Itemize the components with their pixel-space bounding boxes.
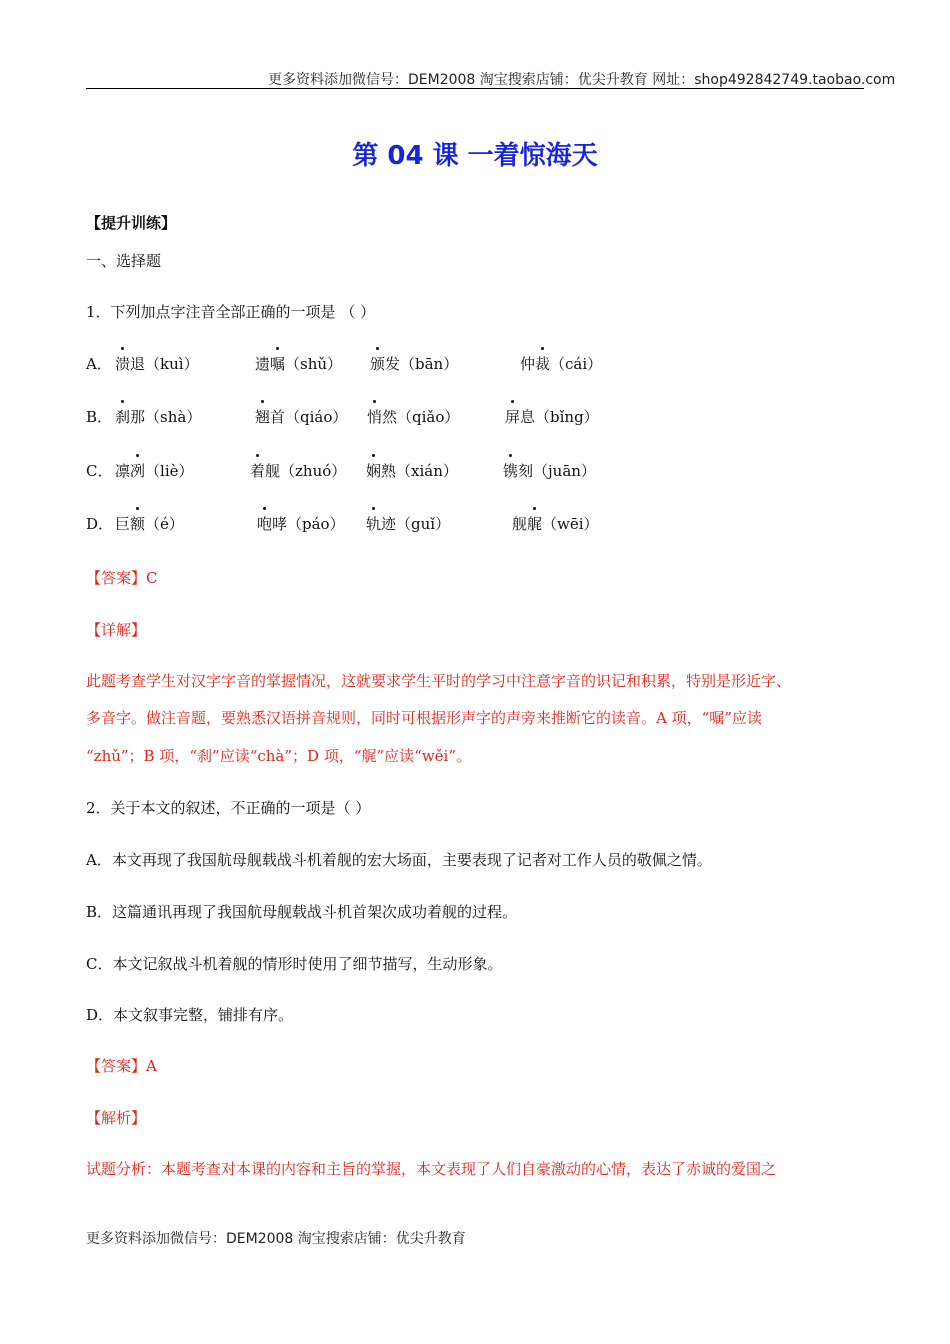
option-item (370, 353, 458, 374)
section-tag: 【提升训练】 (86, 214, 177, 232)
option-item (255, 353, 342, 374)
page-footer: 更多资料添加微信号：DEM2008 淘宝搜索店铺：优尖升教育 (86, 1231, 466, 1247)
pinyin: 然（qiǎo） (382, 408, 460, 426)
option-item (115, 460, 194, 481)
option-label: B． (86, 408, 113, 426)
option-label: D． (86, 515, 114, 533)
q2-option-d: D．本文叙事完整，铺排有序。 (86, 1006, 294, 1024)
plain-char: 凛 (115, 462, 131, 480)
dotted-char: 艉 (527, 515, 543, 533)
pinyin: 熟（xián） (381, 462, 458, 480)
option-item (115, 353, 199, 374)
part-heading: 一、选择题 (86, 252, 162, 270)
q1-explain-line-1: 此题考查学生对汉字字音的掌握情况，这就要求学生平时的学习中注意字音的识记和积累，特别是形近字、 (86, 672, 792, 690)
q2-stem: 2．关于本文的叙述，不正确的一项是（ ） (86, 799, 371, 817)
dotted-char: 轨 (366, 515, 382, 533)
option-item (366, 460, 458, 481)
q2-option-a: A．本文再现了我国航母舰载战斗机着舰的宏大场面，主要表现了记者对工作人员的敬佩之情。 (86, 851, 712, 869)
dotted-char: 嘱 (270, 355, 286, 373)
option-item (503, 460, 596, 481)
option-item (115, 406, 201, 427)
option-item (367, 406, 459, 427)
option-item (366, 513, 450, 534)
dotted-char: 刹 (115, 408, 131, 426)
dotted-char: 屏 (505, 408, 521, 426)
dotted-char: 咆 (257, 515, 273, 533)
pinyin: 哮（páo） (272, 515, 345, 533)
q2-explain-line-1: 试题分析：本题考查对本课的内容和主旨的掌握，本文表现了人们自豪激动的心情，表达了赤诚的爱国之 (86, 1160, 777, 1178)
dotted-char: 溃 (115, 355, 131, 373)
pinyin: 刻（juān） (518, 462, 596, 480)
dotted-char: 颁 (370, 355, 386, 373)
q2-option-b: B．这篇通讯再现了我国航母舰载战斗机首架次成功着舰的过程。 (86, 903, 518, 921)
q1-explain-line-2: 多音字。做注音题，要熟悉汉语拼音规则，同时可根据形声字的声旁来推断它的读音。A 项，“嘱”应读 (86, 709, 762, 727)
option-item (257, 513, 345, 534)
plain-char: 仲 (520, 355, 536, 373)
q1-stem: 1．下列加点字注音全部正确的一项是 （ ） (86, 303, 376, 321)
dotted-char: 娴 (366, 462, 382, 480)
option-item (512, 513, 599, 534)
dotted-char: 悄 (367, 408, 383, 426)
pinyin: （wēi） (542, 515, 599, 533)
option-label: C． (86, 462, 113, 480)
pinyin: 息（bǐng） (520, 408, 599, 426)
plain-char: 巨 (115, 515, 131, 533)
pinyin: （liè） (145, 462, 194, 480)
dotted-char: 额 (130, 515, 146, 533)
option-item (115, 513, 184, 534)
dotted-char: 翘 (255, 408, 271, 426)
pinyin: （shǔ） (285, 355, 343, 373)
plain-char: 舰 (512, 515, 528, 533)
pinyin: 首（qiáo） (270, 408, 348, 426)
header-divider (86, 88, 864, 89)
option-item (505, 406, 599, 427)
q1-explain-line-3: “zhǔ”；B 项，“刹”应读“chà”；D 项，“艉”应读“wěi”。 (86, 747, 472, 765)
option-item (250, 460, 346, 481)
pinyin: 舰（zhuó） (265, 462, 347, 480)
plain-char: 遗 (255, 355, 271, 373)
q1-explain-tag: 【详解】 (86, 621, 147, 639)
dotted-char: 裁 (535, 355, 551, 373)
pinyin: （é） (145, 515, 184, 533)
pinyin: 发（bān） (385, 355, 459, 373)
page-title: 第 04 课 一着惊海天 (352, 141, 598, 171)
q1-answer: 【答案】C (86, 569, 158, 587)
dotted-char: 镌 (503, 462, 519, 480)
dotted-char: 冽 (130, 462, 146, 480)
option-label: A． (86, 355, 112, 373)
pinyin: 迹（guǐ） (381, 515, 451, 533)
pinyin: 退（kuì） (130, 355, 199, 373)
q2-answer: 【答案】A (86, 1057, 157, 1075)
q2-explain-tag: 【解析】 (86, 1109, 147, 1127)
dotted-char: 着 (250, 462, 266, 480)
page-header: 更多资料添加微信号：DEM2008 淘宝搜索店铺：优尖升教育 网址：shop492842749.taobao.com (268, 72, 896, 88)
pinyin: （cái） (550, 355, 603, 373)
pinyin: 那（shà） (130, 408, 202, 426)
q2-option-c: C．本文记叙战斗机着舰的情形时使用了细节描写，生动形象。 (86, 955, 503, 973)
option-item (520, 353, 602, 374)
option-item (255, 406, 347, 427)
